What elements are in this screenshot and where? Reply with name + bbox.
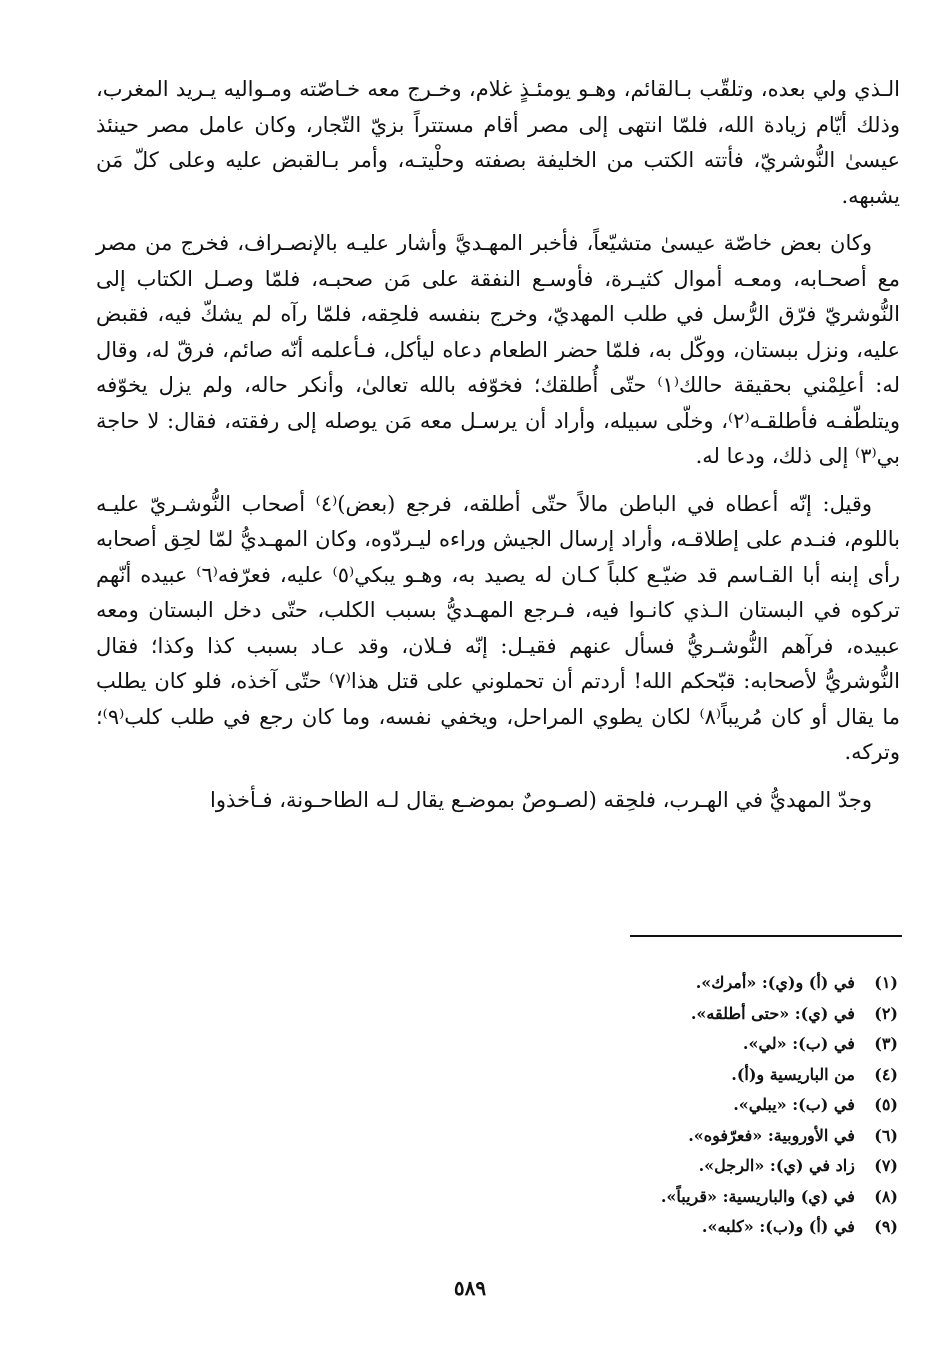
footnote-6 <box>300 1121 898 1152</box>
footnote-text: في (ي): «حتى أطلقه». <box>690 1003 855 1023</box>
footnote-number: (٥) <box>874 1095 898 1114</box>
footnote-number: (٨) <box>874 1186 898 1206</box>
footnote-5 <box>300 1090 898 1121</box>
footnote-text: في (ب): «لي». <box>742 1034 855 1053</box>
footnote-number: (٢) <box>874 1003 898 1023</box>
footnote-number: (٩) <box>874 1217 898 1236</box>
footnote-text: في (ي) والباريسية: «قريباً». <box>660 1186 855 1206</box>
footnote-text: في الأوروبية: «فعرّفوه». <box>688 1125 855 1145</box>
footnote-number: (٤) <box>874 1064 898 1084</box>
footnote-1 <box>300 968 898 999</box>
footnote-number: (٣) <box>874 1034 898 1053</box>
footnote-number: (٧) <box>874 1156 898 1175</box>
footnote-text: في (أ) و(ب): «كلبه». <box>701 1217 855 1236</box>
paragraph-1: الـذي ولي بعده، وتلقّب بـالقائم، وهـو يومئـذٍ غلام، وخـرج معه خـاصّته ومـواليه يـريد المغرب، وذلك أيّام زيادة الله، فلمّا انتهى إلى مصر أقام مستتراً بزيّ التّجار، وكان عامل مصر حينئذ عيسىٰ النُّوشريّ، فأتته الكتب من الخليفة بصفته وحلْيتـه، وأمر بـالقبض عليه وعلى كلّ مَن يشبهه. <box>96 77 900 208</box>
footnote-text: من الباريسية و(أ). <box>731 1064 855 1084</box>
paragraph-2: وكان بعض خاصّة عيسىٰ متشيّعاً، فأخبر المهـديَّ وأشار عليـه بالإنصـراف، فخرج من مصر مع أصحـابه، ومعـه أموال كثيـرة، فأوسـع النفقة على مَن صحبـه، فلمّا وصـل الكتاب إلى النُّوشريّ فرّق الرُّسل في طلب المهديّ، وخرج بنفسه فلحِقه، فلمّا رآه لم يشكّ فيه، فقبض عليه، ونزل ببستان، ووكّل به، فلمّا حضر الطعام دعاه ليأكل، فـأعلمه أنّه صائم، فرقّ له، وقال له: أعلِمْني بحقيقة حالك⁽١⁾ حتّى أُطلقك؛ فخوّفه بالله تعالىٰ، وأنكر حاله، ولم يزل يخوّفه ويتلطّفـه فأطلقـه⁽٢⁾، وخلّى سبيله، وأراد أن يرسـل معه مَن يوصله إلى رفقته، فقال: لا حاجة بي⁽٣⁾ إلى ذلك، ودعا له. <box>96 231 900 468</box>
footnote-number: (٦) <box>874 1125 898 1145</box>
footnote-text: في (أ) و(ي): «أمرك». <box>695 973 855 992</box>
paragraph-4: وجدّ المهديُّ في الهـرب، فلحِقه (لصـوصٌ بموضـع يقال لـه الطاحـونة، فـأخذوا <box>210 787 872 812</box>
footnote-4 <box>300 1060 898 1091</box>
footnote-7 <box>300 1151 898 1182</box>
page-number: ٥٨٩ <box>453 1276 487 1300</box>
footnote-9 <box>300 1212 898 1243</box>
paragraph-3: وقيل: إنّه أعطاه في الباطن مالاً حتّى أطلقه، فرجع (بعض)⁽٤⁾ أصحاب النُّوشـريّ عليـه باللوم، فنـدم على إطلاقـه، وأراد إرسال الجيش وراءه ليـردّوه، وكان المهـديُّ لمّا لحِق أصحابه رأى إبنه أبا القـاسم قد ضيّـع كلباً كـان له يصيد به، وهـو يبكي⁽٥⁾ عليه، فعرّفه⁽٦⁾ عبيده أنّهم تركوه في البستان الـذي كانـوا فيه، فـرجع المهـديُّ بسبب الكلب، حتّى دخل البستان ومعه عبيده، فرآهم النُّوشـريُّ فسأل عنهم فقيـل: إنّه فـلان، وقد عـاد بسبب كذا وكذا؛ فقال النُّوشريُّ لأصحابه: قبّحكم الله! أردتم أن تحملوني على قتل هذا⁽٧⁾ حتّى آخذه، فلو كان يطلب ما يقال أو كان مُريباً⁽٨⁾ لكان يطوي المراحل، ويخفي نفسه، وما كان رجع في طلب كلب⁽٩⁾؛ وتركه. <box>96 491 901 764</box>
footnote-text: في (ب): «يبلي». <box>733 1095 855 1114</box>
footnotes <box>300 968 898 1243</box>
footnote-text: زاد في (ي): «الرجل». <box>698 1156 855 1175</box>
footnote-separator <box>630 935 902 937</box>
footnote-number: (١) <box>874 973 898 992</box>
footnote-3 <box>300 1029 898 1060</box>
footnote-8 <box>300 1182 898 1213</box>
main-text <box>96 72 900 830</box>
footnote-2 <box>300 999 898 1030</box>
